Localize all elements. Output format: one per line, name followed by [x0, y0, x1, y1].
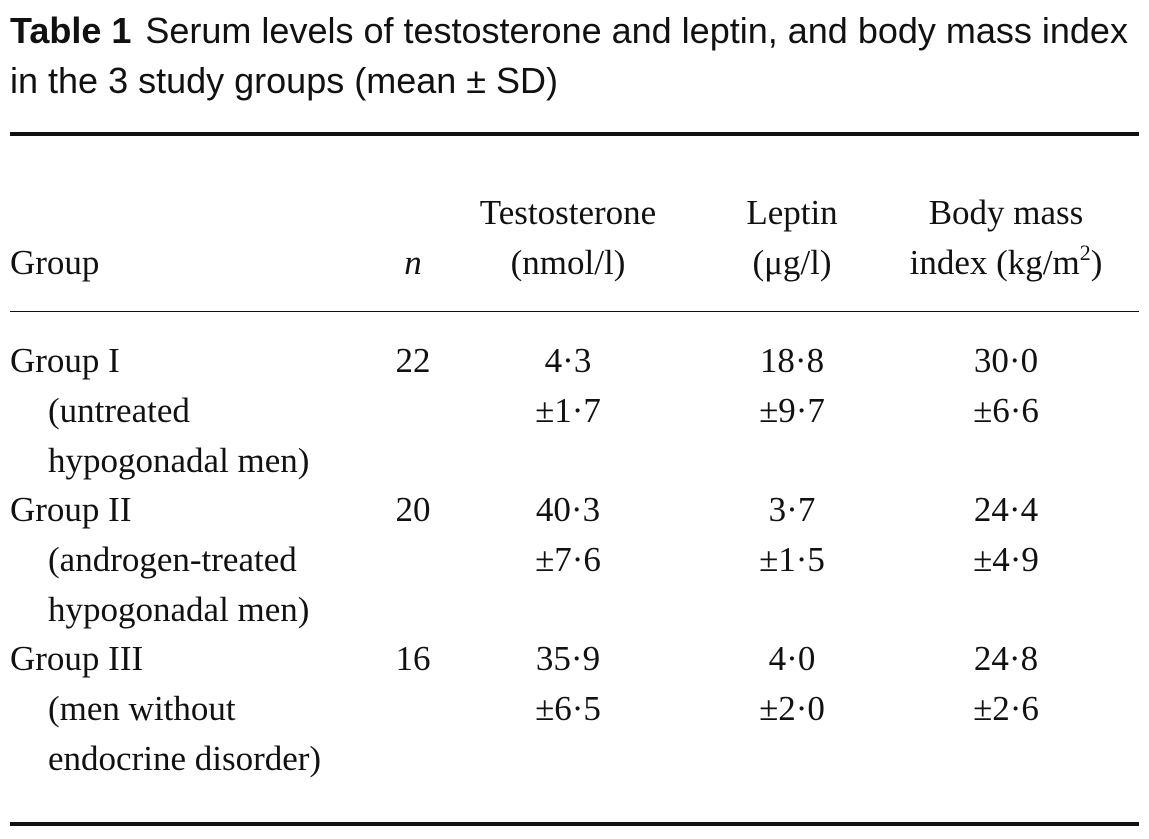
testosterone-mean: 40·3	[535, 490, 601, 529]
bmi-mean: 24·4	[973, 490, 1039, 529]
group-description-line1: (untreated	[48, 391, 190, 430]
top-rule	[10, 132, 1139, 136]
testosterone-mean: 4·3	[544, 341, 592, 380]
bmi-sd: ±4·9	[973, 540, 1039, 579]
testosterone-sd: ±6·5	[535, 689, 601, 728]
header-bmi-unit: index $(kg/m^2)$	[909, 240, 1103, 282]
table-row-group-1	[0, 336, 1149, 486]
leptin-sd: ±1·5	[759, 540, 825, 579]
bmi-mean: 24·8	[973, 639, 1039, 678]
group-cell	[10, 634, 321, 784]
testosterone-sd: ±1·7	[535, 391, 601, 430]
leptin-cell	[728, 485, 856, 585]
bmi-sd: ±2·6	[973, 689, 1039, 728]
group-cell	[10, 485, 309, 635]
header-bmi	[880, 188, 1132, 288]
n-cell: 22	[395, 341, 431, 380]
leptin-mean: 18·8	[759, 341, 825, 380]
testosterone-mean: 35·9	[535, 639, 601, 678]
bmi-cell	[890, 485, 1122, 585]
group-cell	[10, 336, 309, 486]
header-n: n	[404, 243, 422, 282]
header-bmi-name: Body mass	[928, 193, 1084, 232]
table-row-group-2	[0, 485, 1149, 635]
group-description-line1: (men without	[48, 689, 236, 728]
group-name: Group I	[10, 341, 120, 380]
leptin-mean: 4·0	[768, 639, 816, 678]
testosterone-cell	[470, 336, 666, 436]
table-label: Table 1	[10, 10, 132, 51]
group-description-line2: hypogonadal men)	[48, 590, 310, 629]
caption-text: Serum levels of testosterone and leptin, and body mass index in the 3 study groups (mean ± SD)	[10, 10, 1128, 101]
header-testosterone-unit: (nmol/l)	[510, 243, 626, 282]
bmi-mean: 30·0	[973, 341, 1039, 380]
n-cell: 16	[395, 639, 431, 678]
bottom-rule	[10, 822, 1139, 826]
table-row-group-3	[0, 634, 1149, 784]
bmi-cell	[890, 634, 1122, 734]
group-name: Group II	[10, 490, 132, 529]
header-testosterone	[456, 188, 680, 288]
group-name: Group III	[10, 639, 144, 678]
leptin-cell	[728, 634, 856, 734]
bmi-cell	[890, 336, 1122, 436]
leptin-cell	[728, 336, 856, 436]
group-description-line2: endocrine disorder)	[48, 739, 322, 778]
testosterone-cell	[470, 485, 666, 585]
leptin-sd: ±2·0	[759, 689, 825, 728]
header-group: Group	[10, 243, 100, 282]
header-leptin-unit: (μg/l)	[752, 243, 832, 282]
header-rule	[10, 311, 1139, 312]
header-leptin-name: Leptin	[746, 193, 838, 232]
testosterone-cell	[470, 634, 666, 734]
testosterone-sd: ±7·6	[535, 540, 601, 579]
header-leptin	[720, 188, 864, 288]
group-description-line1: (androgen-treated	[48, 540, 297, 579]
table-caption	[10, 6, 1145, 106]
group-description-line2: hypogonadal men)	[48, 441, 310, 480]
bmi-sd: ±6·6	[973, 391, 1039, 430]
leptin-sd: ±9·7	[759, 391, 825, 430]
header-testosterone-name: Testosterone	[479, 193, 657, 232]
n-cell: 20	[395, 490, 431, 529]
leptin-mean: 3·7	[768, 490, 816, 529]
